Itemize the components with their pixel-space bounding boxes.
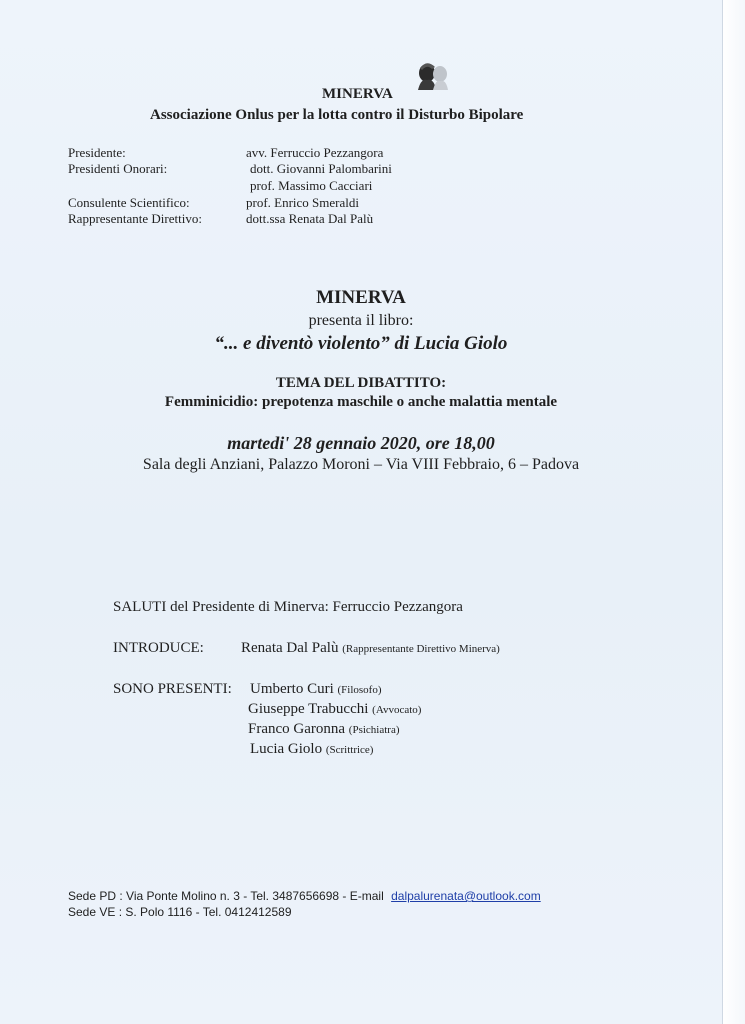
speaker-item: [250, 741, 373, 758]
board-role: Rappresentante Direttivo:: [68, 211, 202, 226]
speaker-item: [248, 701, 421, 718]
org-name: MINERVA: [322, 86, 393, 102]
board-role: Presidente:: [68, 145, 126, 160]
introduce-name: Renata Dal Palù: [241, 640, 339, 656]
board-name: avv. Ferruccio Pezzangora: [246, 145, 384, 160]
speaker-role: (Filosofo): [337, 684, 382, 696]
footer-email-link[interactable]: dalpalurenata@outlook.com: [391, 889, 541, 903]
board-name: dott. Giovanni Palombarini: [250, 161, 392, 176]
speaker-item: [248, 721, 400, 738]
event-date: martedi' 28 gennaio 2020, ore 18,00: [227, 433, 495, 453]
program-introduce: [241, 640, 500, 657]
program-presenti-label: SONO PRESENTI:: [113, 681, 232, 697]
paper-edge: [722, 0, 745, 1024]
event-presenta: presenta il libro:: [308, 312, 414, 329]
event-tema: Femminicidio: prepotenza maschile o anche malattia mentale: [164, 394, 558, 410]
speaker-name: Lucia Giolo: [250, 741, 323, 757]
speaker-name: Franco Garonna: [248, 721, 346, 737]
event-book-title: “... e diventò violento” di Lucia Giolo: [214, 333, 508, 354]
speaker-role: (Avvocato): [372, 704, 422, 716]
speaker-name: Giuseppe Trabucchi: [248, 701, 369, 717]
event-tema-heading: TEMA DEL DIBATTITO:: [275, 375, 447, 391]
program-introduce-label: INTRODUCE:: [113, 640, 204, 656]
footer-sede-pd: [68, 889, 541, 903]
board-name: prof. Enrico Smeraldi: [246, 195, 359, 210]
speaker-role: (Psichiatra): [348, 724, 400, 736]
board-name: dott.ssa Renata Dal Palù: [246, 211, 374, 226]
minerva-profile-icon: [412, 60, 454, 92]
event-venue: Sala degli Anziani, Palazzo Moroni – Via VIII Febbraio, 6 – Padova: [142, 456, 580, 473]
board-name: prof. Massimo Cacciari: [250, 178, 373, 193]
board-role: Consulente Scientifico:: [68, 195, 190, 210]
introduce-role: (Rappresentante Direttivo Minerva): [342, 643, 500, 655]
speaker-role: (Scrittrice): [325, 744, 374, 756]
speaker-item: [250, 681, 382, 698]
footer-sede-ve: Sede VE : S. Polo 1116 - Tel. 0412412589: [68, 905, 292, 919]
speaker-name: Umberto Curi: [250, 681, 334, 697]
org-subtitle: Associazione Onlus per la lotta contro il Disturbo Bipolare: [150, 107, 524, 123]
footer-pd-text: Sede PD : Via Ponte Molino n. 3 - Tel. 3487656698 - E-mail: [68, 889, 384, 903]
event-org: MINERVA: [316, 287, 406, 308]
board-role: Presidenti Onorari:: [68, 161, 168, 176]
program-saluti: SALUTI del Presidente di Minerva: Ferruccio Pezzangora: [113, 599, 463, 615]
